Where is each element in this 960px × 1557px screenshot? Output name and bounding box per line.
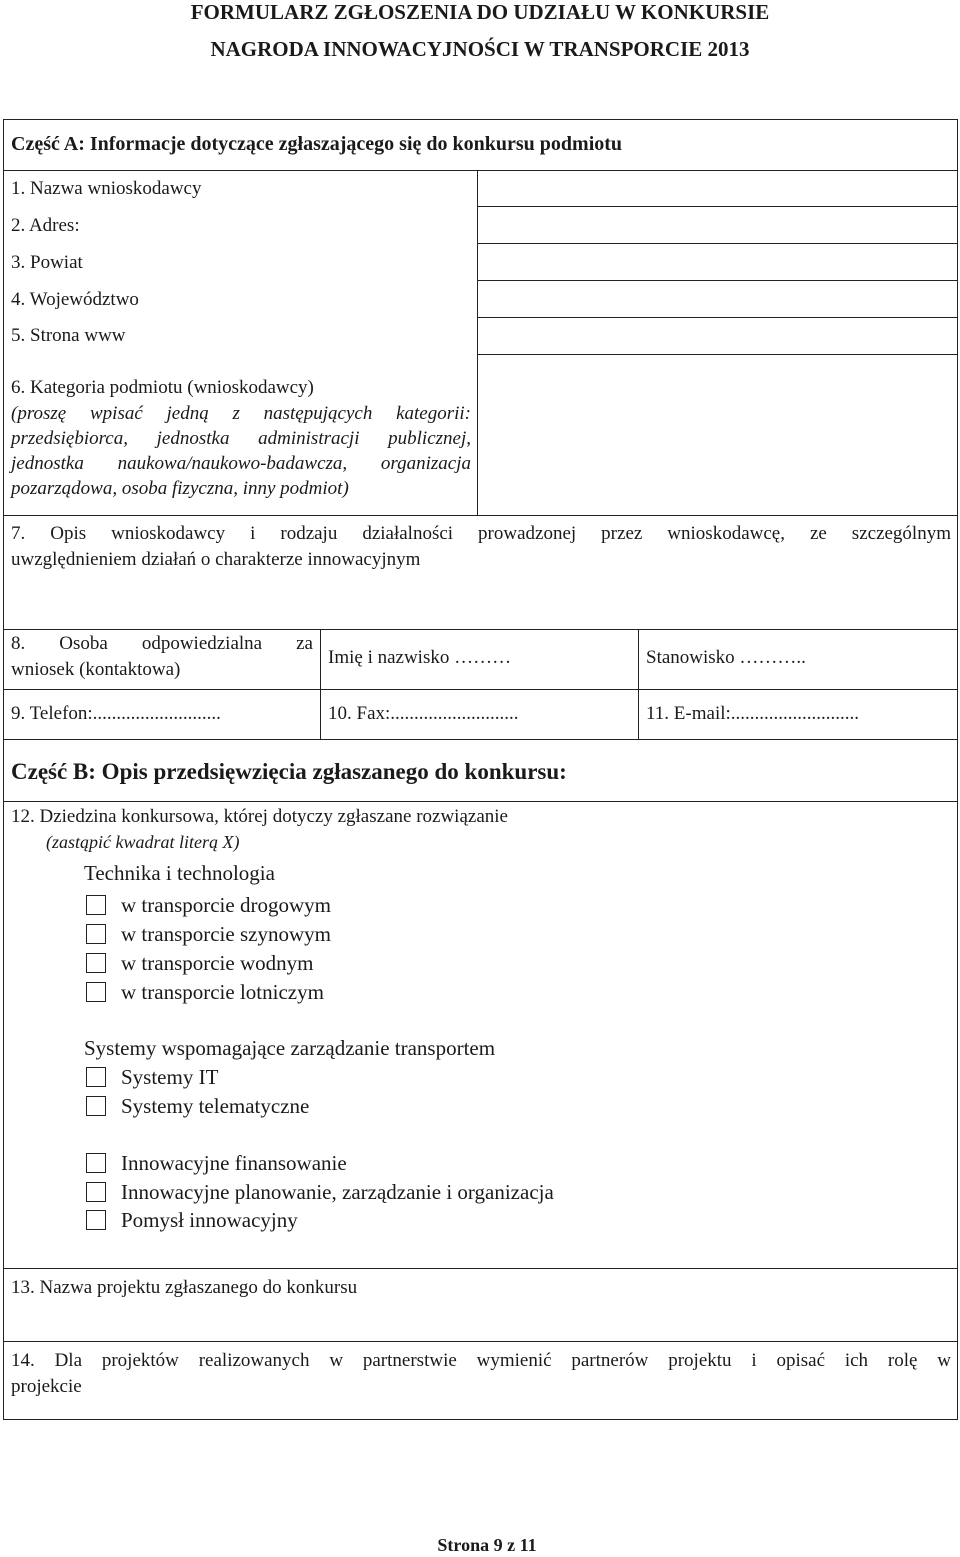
field-label-description-cont: uwzględnieniem działań o charakterze innowacyjnym — [11, 549, 421, 570]
category-hint-line: jednostka naukowa/naukowo-badawcza, organizacja — [11, 453, 471, 474]
fax-field[interactable]: 10. Fax:........................... — [328, 703, 519, 724]
divider — [3, 689, 958, 690]
divider — [3, 1341, 958, 1342]
divider — [3, 515, 958, 516]
part-b-heading: Część B: Opis przedsięwzięcia zgłaszanego do konkursu: — [11, 759, 567, 784]
field-label-website: 5. Strona www — [11, 325, 126, 346]
option-label: Innowacyjne finansowanie — [121, 1151, 347, 1175]
checkbox-road-transport[interactable] — [86, 895, 106, 915]
checkbox-innovative-planning[interactable] — [86, 1182, 106, 1202]
divider — [3, 170, 958, 171]
divider — [3, 801, 958, 802]
contact-name-field[interactable]: Imię i nazwisko ……… — [328, 647, 512, 668]
phone-field[interactable]: 9. Telefon:........................... — [11, 703, 221, 724]
email-field[interactable]: 11. E-mail:........................... — [646, 703, 860, 724]
field-label-county: 3. Powiat — [11, 252, 83, 273]
field-label-contact-cont: wniosek (kontaktowa) — [11, 659, 181, 680]
option-label: w transporcie drogowym — [121, 893, 331, 917]
contact-position-field[interactable]: Stanowisko ……….. — [646, 647, 806, 668]
divider — [477, 170, 478, 515]
divider — [3, 629, 958, 630]
checkbox-air-transport[interactable] — [86, 982, 106, 1002]
category-hint-line: (proszę wpisać jedną z następujących kategorii: — [11, 403, 471, 424]
divider — [477, 280, 958, 281]
category-hint-line: pozarządowa, osoba fizyczna, inny podmiot) — [11, 478, 349, 499]
option-label: Innowacyjne planowanie, zarządzanie i organizacja — [121, 1180, 554, 1204]
form-title: FORMULARZ ZGŁOSZENIA DO UDZIAŁU W KONKURSIE — [190, 0, 770, 24]
part-a-heading: Część A: Informacje dotyczące zgłaszającego się do konkursu podmiotu — [11, 133, 623, 155]
checkbox-rail-transport[interactable] — [86, 924, 106, 944]
checkbox-telematics[interactable] — [86, 1096, 106, 1116]
divider — [638, 629, 639, 739]
divider — [477, 206, 958, 207]
field-label-address: 2. Adres: — [11, 215, 80, 236]
divider — [320, 629, 321, 739]
field-label-voivodeship: 4. Województwo — [11, 289, 139, 310]
group-title-systems: Systemy wspomagające zarządzanie transportem — [84, 1036, 496, 1060]
checkbox-it-systems[interactable] — [86, 1067, 106, 1087]
divider — [3, 739, 958, 740]
field-label-project-name: 13. Nazwa projektu zgłaszanego do konkursu — [11, 1277, 358, 1298]
field-label-partners: 14. Dla projektów realizowanych w partnerstwie wymienić partnerów projektu i opisać ich rolę w — [11, 1350, 951, 1371]
page-number: Strona 9 z 11 — [437, 1535, 537, 1555]
option-label: w transporcie wodnym — [121, 951, 314, 975]
option-label: Pomysł innowacyjny — [121, 1208, 298, 1232]
field-label-partners-cont: projekcie — [11, 1376, 82, 1397]
domain-hint: (zastąpić kwadrat literą X) — [46, 832, 240, 852]
field-label-category: 6. Kategoria podmiotu (wnioskodawcy) — [11, 377, 314, 398]
divider — [477, 317, 958, 318]
field-label-description: 7. Opis wnioskodawcy i rodzaju działalności prowadzonej przez wnioskodawcę, ze szczególnym — [11, 523, 951, 544]
group-title-technology: Technika i technologia — [84, 861, 275, 885]
divider — [477, 243, 958, 244]
option-label: Systemy telematyczne — [121, 1094, 310, 1118]
option-label: Systemy IT — [121, 1065, 219, 1089]
option-label: w transporcie szynowym — [121, 922, 331, 946]
field-label-contact: 8. Osoba odpowiedzialna za — [11, 633, 313, 654]
form-subtitle: NAGRODA INNOWACYJNOŚCI W TRANSPORCIE 2013 — [210, 37, 750, 61]
checkbox-water-transport[interactable] — [86, 953, 106, 973]
divider — [3, 1268, 958, 1269]
field-label-name: 1. Nazwa wnioskodawcy — [11, 178, 202, 199]
option-label: w transporcie lotniczym — [121, 980, 324, 1004]
checkbox-innovative-financing[interactable] — [86, 1153, 106, 1173]
checkbox-innovative-idea[interactable] — [86, 1210, 106, 1230]
divider — [477, 354, 958, 355]
category-hint-line: przedsiębiorca, jednostka administracji publicznej, — [11, 428, 471, 449]
field-label-domain: 12. Dziedzina konkursowa, której dotyczy zgłaszane rozwiązanie — [11, 806, 508, 827]
